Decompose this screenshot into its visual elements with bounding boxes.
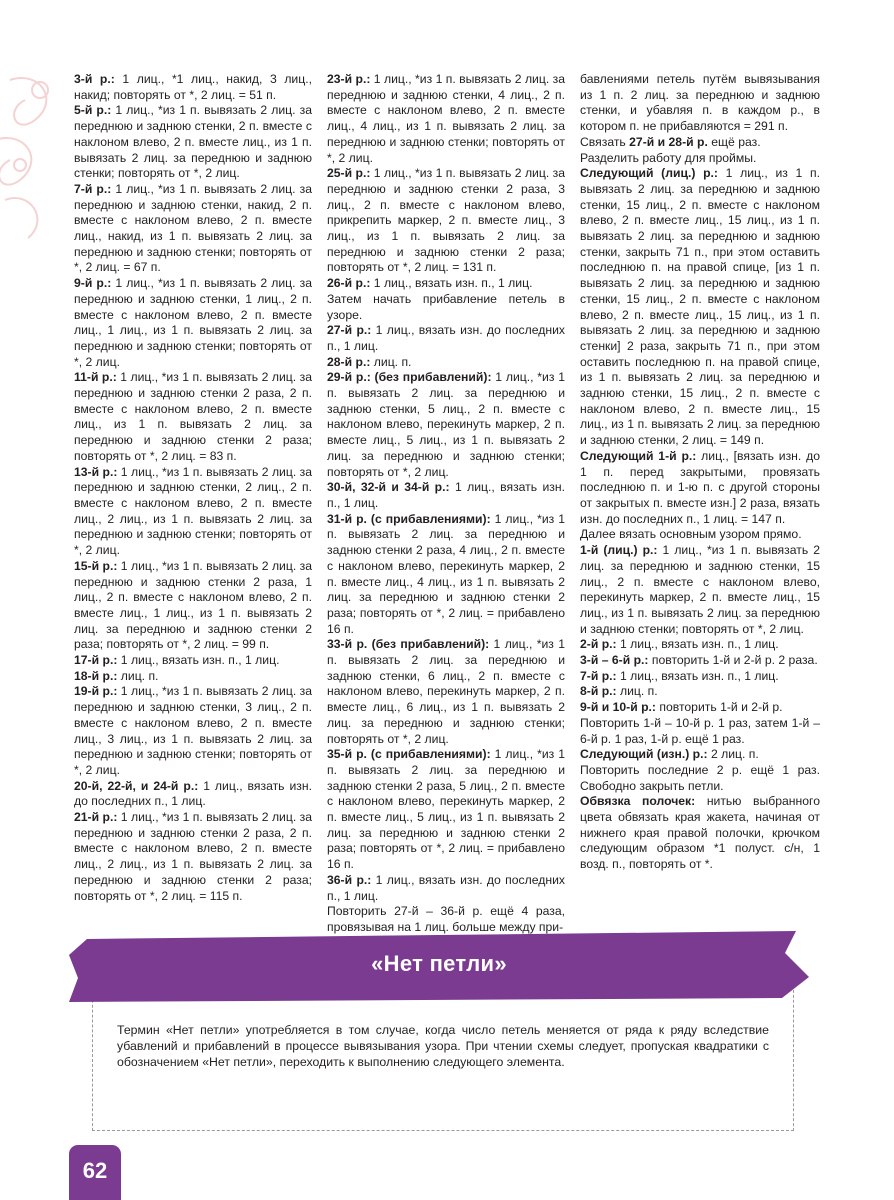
row-heading: 3-й – 6-й р.:: [580, 653, 649, 668]
note-box-title: «Нет петли»: [371, 951, 507, 976]
row-text: 1 лиц., *из 1 п. вывязать 2 лиц. за переднюю и заднюю стенки, 3 лиц., 2 п. вместе с наклоном влево, 2 п. вместе лиц., 3 лиц., из 1 п. вывязать 2 лиц. за переднюю и заднюю стенки; повторять от *, 2 лиц.: [74, 684, 312, 777]
instruction-paragraph: [580, 653, 820, 669]
row-text: 1 лиц., *1 лиц., накид, 3 лиц., накид; повторять от *, 2 лиц. = 51 п.: [74, 72, 312, 102]
instruction-paragraph: [327, 512, 565, 638]
instruction-paragraph: [580, 449, 820, 528]
instruction-paragraph: [580, 794, 820, 873]
row-heading: 27-й и 28-й р.: [629, 134, 708, 149]
row-text: 1 лиц., вязать изн. п., 1 лиц.: [327, 480, 565, 510]
row-heading: Следующий (изн.) р.:: [580, 747, 708, 762]
instruction-paragraph: [580, 669, 820, 685]
instruction-paragraph: [327, 72, 565, 166]
instruction-paragraph: [327, 355, 565, 371]
row-text: лиц. п.: [117, 668, 159, 683]
row-text: лиц. п.: [616, 684, 658, 699]
row-heading: 8-й р.:: [580, 684, 617, 699]
row-text: 1 лиц., *из 1 п. вывязать 2 лиц. за переднюю и заднюю стенки, 1 лиц., 2 п. вместе с наклоном влево, 2 п. вместе лиц., 1 лиц., из 1 п. вывязать 2 лиц. за переднюю и заднюю стенки; повторять от *, 2 лиц.: [74, 276, 312, 369]
row-text: Повторить 27-й – 36-й р. ещё 4 раза, провязывая на 1 лиц. больше между при-: [327, 904, 565, 934]
row-text: Повторить 1-й – 10-й р. 1 раз, затем 1-й – 6-й р. 1 раз, 1-й р. ещё 1 раз.: [580, 715, 820, 746]
instruction-paragraph: [327, 166, 565, 276]
row-heading: 26-й р.:: [327, 276, 371, 291]
instruction-paragraph: [327, 480, 565, 511]
row-heading: Обвязка полочек:: [580, 794, 696, 809]
instruction-paragraph: [580, 747, 820, 763]
instruction-paragraph: [74, 559, 312, 653]
row-heading: 18-й р.:: [74, 668, 118, 683]
row-heading: 19-й р.:: [74, 684, 118, 699]
row-text: 1 лиц., вязать изн. п., 1 лиц.: [616, 637, 779, 652]
instruction-paragraph: [74, 669, 312, 685]
row-text: нитью выбранного цвета обвязать края жакета, начиная от нижнего края правой полочки, крючком следующим образом *1 полуст. с/н, 1 возд. п., повторять от *.: [580, 794, 820, 872]
instruction-paragraph: [580, 166, 820, 449]
note-box-banner: [69, 931, 809, 1003]
instruction-paragraph: [74, 72, 312, 103]
row-text: 1 лиц., *из 1 п. вывязать 2 лиц. за переднюю и заднюю стенки 2 раза, 4 лиц., 2 п. вместе с наклоном влево, перекинуть маркер, 2 п. вместе лиц., 4 лиц., из 1 п. вывязать 2 лиц. за переднюю и заднюю стенки 2 раза; повторять от *, 2 лиц. = прибавлено 16 п.: [327, 511, 565, 636]
row-heading: 25-й р.:: [327, 166, 371, 181]
instruction-paragraph: [74, 370, 312, 464]
row-text: 1 лиц., *из 1 п. вывязать 2 лиц. за переднюю и заднюю стенки 2 раза, 2 п. вместе с наклоном влево, 2 п. вместе лиц., 2 лиц., из 1 п. вывязать 2 лиц. за переднюю и заднюю стенки 2 раза; повторять от *, 2 лиц. = 115 п.: [74, 810, 312, 903]
row-text: 1 лиц., *из 1 п. вывязать 2 лиц. за переднюю и заднюю стенки, 2 п. вместе с наклоном влево, 2 п. вместе лиц., из 1 п. вывязать 2 лиц. за переднюю и заднюю стенки; повторять от *, 2 лиц.: [74, 103, 312, 181]
row-text: 1 лиц., *из 1 п. вывязать 2 лиц. за переднюю и заднюю стенки, 5 лиц., 2 п. вместе с наклоном влево, перекинуть маркер, 2 п. вместе лиц., 5 лиц., из 1 п. вывязать 2 лиц. за переднюю и заднюю стенки; повторять от *, 2 лиц.: [327, 370, 565, 479]
instruction-paragraph: [580, 151, 820, 167]
row-text: 2 лиц. п.: [707, 747, 759, 762]
instruction-paragraph: [580, 135, 820, 151]
row-text: 1 лиц., *из 1 п. вывязать 2 лиц. за переднюю и заднюю стенки 2 раза, 1 лиц., 2 п. вместе с наклоном влево, 2 п. вместе лиц., 1 лиц., из 1 п. вывязать 2 лиц. за переднюю и заднюю стенки 2 раза; повторять от *, 2 лиц. = 99 п.: [74, 558, 312, 652]
row-heading: 23-й р.:: [327, 72, 371, 86]
instruction-paragraph: [580, 543, 820, 637]
row-text: Далее вязать основным узором прямо.: [580, 527, 802, 542]
row-heading: 15-й р.:: [74, 558, 118, 573]
row-text: 1 лиц., *из 1 п. вывязать 2 лиц. за переднюю и заднюю стенки, накид, 2 п. вместе с наклоном влево, 2 п. вместе лиц., накид, из 1 п. вывязать 2 лиц. за переднюю и заднюю стенки; повторять от *, 2 лиц. = 67 п.: [74, 181, 312, 275]
row-heading: 9-й р.:: [74, 276, 112, 291]
row-heading: 31-й р. (с прибавлениями):: [327, 511, 491, 526]
row-heading: 13-й р.:: [74, 464, 118, 479]
instruction-paragraph: [327, 873, 565, 904]
row-text: 1 лиц., вязать изн. п., 1 лиц.: [117, 653, 280, 668]
row-text: повторить 1-й и 2-й р.: [655, 700, 783, 715]
row-heading: 29-й р.: (без прибавлений):: [327, 370, 492, 385]
instruction-paragraph: [580, 684, 820, 700]
instructions-column-3: [580, 72, 820, 873]
row-heading: 27-й р.:: [327, 323, 372, 338]
row-text: бавлениями петель путём вывязывания из 1 п. 2 лиц. за переднюю и заднюю стенки, и убавляя п. в каждом р., в котором п. не прибавляются = 291 п.: [580, 72, 820, 134]
instruction-paragraph: [327, 276, 565, 292]
row-heading: 11-й р.:: [74, 370, 117, 385]
row-heading: Следующий 1-й р.:: [580, 448, 697, 463]
instruction-paragraph: [327, 747, 565, 873]
row-text: 1 лиц., *из 1 п. вывязать 2 лиц. за переднюю и заднюю стенки, 2 лиц., 2 п. вместе с наклоном влево, 2 п. вместе лиц., 2 лиц., из 1 п. вывязать 2 лиц. за переднюю и заднюю стенки; повторять от *, 2 лиц.: [74, 464, 312, 558]
row-text: лиц. п.: [370, 354, 412, 369]
row-heading: 36-й р.:: [327, 872, 372, 887]
instruction-paragraph: [327, 370, 565, 480]
row-text: 1 лиц., *из 1 п. вывязать 2 лиц. за переднюю и заднюю стенки, 4 лиц., 2 п. вместе с наклоном влево, 2 п. вместе лиц., 4 лиц., из 1 п. вывязать 2 лиц. за переднюю и заднюю стенки; повторять от *, 2 лиц.: [327, 72, 565, 165]
row-heading: 1-й (лиц.) р.:: [580, 543, 658, 558]
row-text: 1 лиц., *из 1 п. вывязать 2 лиц. за переднюю и заднюю стенки 2 раза, 3 лиц., 2 п. вместе с наклоном влево, прикрепить маркер, 2 п. вместе лиц., 3 лиц., из 1 п. вывязать 2 лиц. за переднюю и заднюю стенки 2 раза; повторять от *, 2 лиц. = 131 п.: [327, 166, 565, 275]
row-text: 1 лиц., *из 1 п. вывязать 2 лиц. за переднюю и заднюю стенки, 6 лиц., 2 п. вместе с наклоном влево, перекинуть маркер, 2 п. вместе лиц., 6 лиц., из 1 п. вывязать 2 лиц. за переднюю и заднюю стенки; повторять от *, 2 лиц.: [327, 637, 565, 746]
row-heading: 9-й и 10-й р.:: [580, 700, 656, 715]
row-text: 1 лиц., *из 1 п. вывязать 2 лиц. за переднюю и заднюю стенки 2 раза, 5 лиц., 2 п. вместе с наклоном влево, перекинуть маркер, 2 п. вместе лиц., 5 лиц., из 1 п. вывязать 2 лиц. за переднюю и заднюю стенки 2 раза; повторять от *, 2 лиц. = прибавлено 16 п.: [327, 747, 565, 872]
instruction-paragraph: [74, 465, 312, 559]
instruction-paragraph: [74, 653, 312, 669]
instruction-paragraph: [580, 716, 820, 747]
row-text: 1 лиц., из 1 п. вывязать 2 лиц. за переднюю и заднюю стенки, 15 лиц., 2 п. вместе с наклоном влево, 2 п. вместе лиц., 15 лиц., из 1 п. вывязать 2 лиц. за переднюю и заднюю стенки, закрыть 71 п., при этом оставить последнюю п. на правой спице, [из 1 п. вывязать 2 лиц. за переднюю и заднюю стенки, 15 лиц., 2 п. вместе с наклоном влево, 2 п. вместе лиц., 15 лиц., из 1 п. вывязать 2 лиц. за переднюю и заднюю стенки] 2 раза, закрыть 71 п., при этом оставить последнюю п. на правой спице, из 1 п. вывязать 2 лиц. за переднюю и заднюю стенки, 15 лиц., 2 п. вместе с наклоном влево, 2 п. вместе лиц., 15 лиц., из 1 п. вывязать 2 лиц. за переднюю и заднюю стенки, 2 лиц. = 149 п.: [580, 166, 820, 448]
page-number-tab: [69, 1145, 121, 1200]
instruction-paragraph: [327, 323, 565, 354]
instruction-paragraph: [74, 779, 312, 810]
row-heading: 7-й р.:: [74, 181, 112, 196]
row-text: 1 лиц., вязать изн. до последних п., 1 лиц.: [327, 323, 565, 353]
instruction-paragraph: [580, 763, 820, 794]
row-heading: 30-й, 32-й и 34-й р.:: [327, 480, 450, 495]
instruction-paragraph: [327, 637, 565, 747]
instructions-column-2: [327, 72, 565, 936]
row-text: 1 лиц., *из 1 п. вывязать 2 лиц. за переднюю и заднюю стенки, 15 лиц., 2 п. вместе с наклоном влево, перекинуть маркер, 2 п. вместе лиц., 15 лиц., из 1 п. вывязать 2 лиц. за переднюю и заднюю стенки; повторять от *, 2 лиц.: [580, 543, 820, 636]
instruction-paragraph: [74, 810, 312, 904]
instructions-column-1: [74, 72, 312, 904]
instruction-paragraph: [74, 276, 312, 370]
instruction-paragraph: [580, 527, 820, 543]
instruction-paragraph: [327, 292, 565, 323]
row-text: 1 лиц., вязать изн. п., 1 лиц.: [370, 276, 533, 291]
row-heading: 35-й р. (с прибавлениями):: [327, 747, 491, 762]
row-heading: 3-й р.:: [74, 72, 115, 86]
row-heading: 21-й р.:: [74, 810, 118, 825]
row-heading: 7-й р.:: [580, 668, 617, 683]
row-text: Разделить работу для проймы.: [580, 150, 757, 165]
decorative-flower-icon: [0, 60, 70, 250]
row-text: лиц., [вязать изн. до 1 п. перед закрытыми, провязать последнюю п. и 1-ю п. с другой стороны от закрытых п. вместе изн.] 2 раза, вязать изн. до последних п., 1 лиц. = 147 п.: [580, 448, 820, 526]
row-text: повторить 1-й и 2-й р. 2 раза.: [648, 653, 818, 668]
instruction-paragraph: [580, 637, 820, 653]
row-text: 1 лиц., *из 1 п. вывязать 2 лиц. за переднюю и заднюю стенки 2 раза, 2 п. вместе с наклоном влево, 2 п. вместе лиц., из 1 п. вывязать 2 лиц. за переднюю и заднюю стенки 2 раза; повторять от *, 2 лиц. = 83 п.: [74, 370, 312, 463]
row-heading: 17-й р.:: [74, 653, 118, 668]
row-heading: 2-й р.:: [580, 637, 617, 652]
page-number: 62: [82, 1158, 108, 1183]
row-text: Затем начать прибавление петель в узоре.: [327, 291, 565, 322]
row-heading: 20-й, 22-й, и 24-й р.:: [74, 778, 199, 793]
row-text: Связать: [580, 134, 630, 149]
row-heading: 33-й р. (без прибавлений):: [327, 637, 490, 652]
row-text: 1 лиц., вязать изн. до последних п., 1 лиц.: [74, 778, 312, 809]
row-heading: Следующий (лиц.) р.:: [580, 166, 718, 181]
row-heading: 5-й р.:: [74, 103, 112, 118]
instruction-paragraph: [74, 684, 312, 778]
row-text: ещё раз.: [707, 134, 761, 149]
note-box-text: Термин «Нет петли» употребляется в том случае, когда число петель меняется от ряда к ряду вследствие убавлений и прибавлений в процессе вывязывания узора. При чтении схемы следует, пропуская квадратики с обозначением «Нет петли», переходить к выполнению следующего элемента.: [117, 1023, 769, 1069]
instruction-paragraph: [74, 182, 312, 276]
instruction-paragraph: [580, 700, 820, 716]
row-text: 1 лиц., вязать изн. п., 1 лиц.: [616, 668, 779, 683]
row-text: 1 лиц., вязать изн. до последних п., 1 лиц.: [327, 872, 565, 903]
instruction-paragraph: [580, 72, 820, 135]
instruction-paragraph: [74, 103, 312, 182]
row-heading: 28-й р.:: [327, 354, 371, 369]
row-text: Повторить последние 2 р. ещё 1 раз. Свободно закрыть петли.: [580, 762, 820, 793]
